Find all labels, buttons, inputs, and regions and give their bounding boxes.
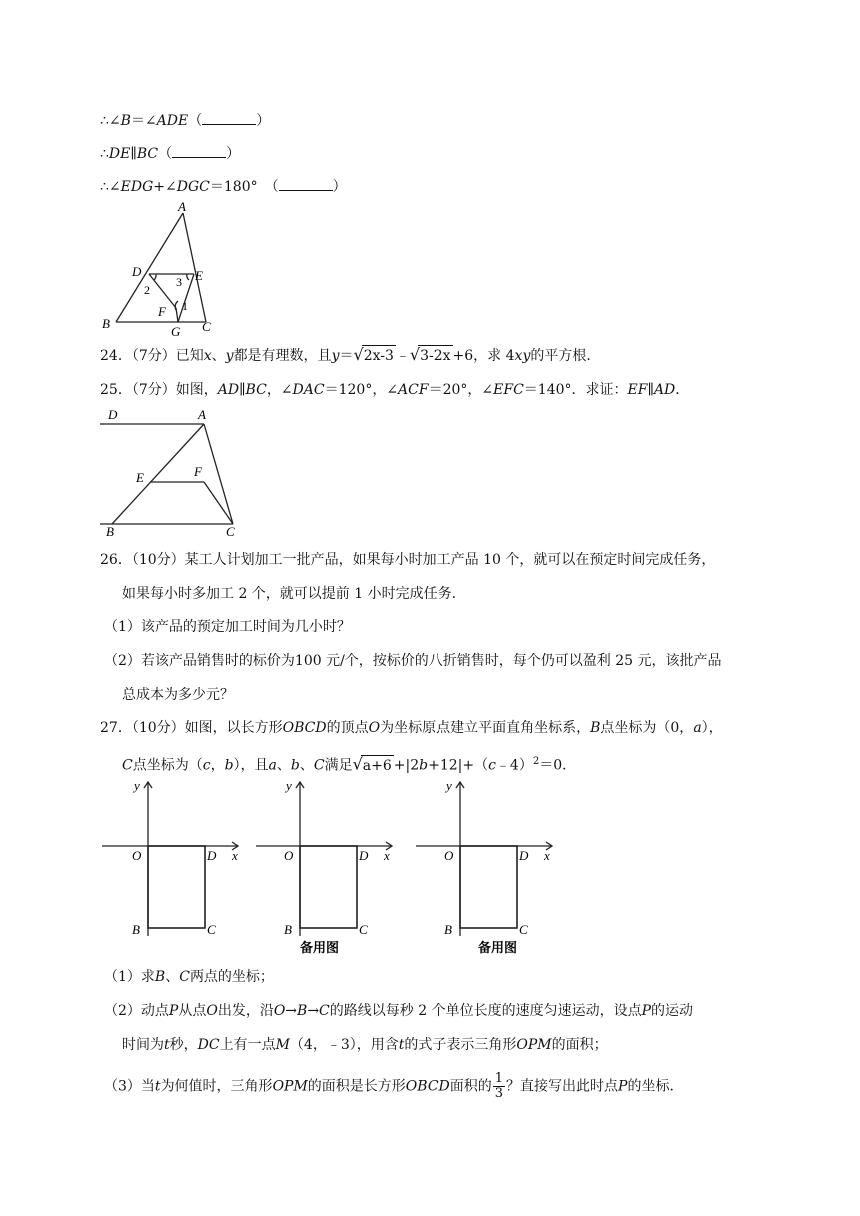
question-27-part-2: （2）动点P从点O出发，沿O→B→C的路线以每秒 2 个单位长度的速度匀速运动，设点P的运动	[104, 1003, 694, 1019]
point-D-label: D	[519, 848, 529, 863]
fig1-label-3: 3	[176, 275, 182, 289]
fig1-label-B: B	[102, 316, 110, 331]
x-axis-label: x	[544, 848, 550, 863]
question-26-line-2: 如果每小时多加工 2 个，就可以提前 1 小时完成任务．	[122, 586, 466, 602]
fig2-label-E: E	[136, 470, 144, 485]
answer-blank[interactable]	[202, 110, 256, 125]
proof-line-1: ∴∠B＝∠ADE（ ）	[100, 110, 270, 131]
question-26-line-1: 26．（10分）某工人计划加工一批产品，如果每小时加工产品 10 个，就可以在预定时间完成任务，	[100, 552, 716, 568]
y-axis-label: y	[286, 778, 292, 793]
question-27-line-2: C点坐标为（c，b），且a、b、C满足√a+6 +|2b+12|+（c﹣4）$^2$＝0．	[122, 754, 577, 774]
fig1-label-A: A	[178, 200, 186, 214]
fig1-label-C: C	[202, 319, 211, 334]
one-third-fraction: $\frac{1}{3}$	[494, 1071, 504, 1101]
fig2-label-B: B	[106, 524, 114, 539]
proof-line-3: ∴∠EDG+∠DGC＝180° （ ）	[100, 176, 347, 197]
proof-line-2: ∴DE∥BC（ ）	[100, 143, 240, 164]
question-26-part-1: （1）该产品的预定加工时间为几小时？	[104, 619, 351, 635]
coordinate-graph-main	[98, 776, 248, 951]
question-27-part-1: （1）求B、C两点的坐标；	[104, 969, 274, 985]
question-27-line-1: 27．（10分）如图，以长方形OBCD的顶点O为坐标原点建立平面直角坐标系，B点坐标为（0，a），	[100, 720, 723, 736]
spare-graph-caption: 备用图	[300, 941, 340, 956]
fig1-label-G: G	[171, 324, 181, 339]
triangle-figure-1	[98, 200, 228, 340]
question-27-part-2-cont: 时间为t秒，DC上有一点M（4，﹣3），用含t的式子表示三角形OPM的面积；	[122, 1037, 608, 1053]
question-25: 25．（7分）如图，AD∥BC，∠DAC＝120°，∠ACF＝20°，∠EFC＝140°．求证：EF∥AD．	[100, 382, 690, 398]
spare-graph-caption: 备用图	[478, 941, 518, 956]
origin-label: O	[284, 848, 294, 863]
coordinate-graph-spare-2	[412, 776, 562, 956]
y-axis-label: y	[134, 778, 140, 793]
coordinate-graph-spare-1	[252, 776, 402, 956]
fig2-label-D: D	[108, 407, 118, 422]
origin-label: O	[132, 848, 142, 863]
fig2-label-A: A	[198, 407, 206, 422]
question-27-part-3: （3）当t为何值时，三角形OPM的面积是长方形OBCD面积的 $\frac{1}{3}$ ？直接写出此时点P的坐标．	[104, 1071, 684, 1101]
fig1-label-D: D	[132, 264, 142, 279]
point-C-label: C	[519, 922, 528, 937]
point-D-label: D	[207, 848, 217, 863]
fig2-label-F: F	[194, 464, 202, 479]
origin-label: O	[444, 848, 454, 863]
fig1-label-E: E	[195, 268, 203, 283]
fig2-label-C: C	[226, 524, 235, 539]
y-axis-label: y	[446, 778, 452, 793]
question-26-part-2: （2）若该产品销售时的标价为100 元/个，按标价的八折销售时，每个仍可以盈利 25 元，该批产品	[104, 653, 722, 669]
answer-blank[interactable]	[172, 143, 226, 158]
answer-blank[interactable]	[279, 176, 333, 191]
fig1-label-1: 1	[182, 299, 188, 313]
x-axis-label: x	[232, 848, 238, 863]
fig1-label-F: F	[158, 304, 166, 319]
point-B-label: B	[284, 922, 292, 937]
question-24: 24．（7分）已知x、y都是有理数，且y＝√2x-3 ﹣√3-2x +6，求 4xy的平方根．	[100, 345, 601, 364]
fig1-label-2: 2	[144, 283, 150, 297]
point-D-label: D	[359, 848, 369, 863]
question-26-part-2-cont: 总成本为多少元？	[122, 687, 234, 703]
point-C-label: C	[359, 922, 368, 937]
parallel-lines-figure-2	[98, 402, 248, 542]
x-axis-label: x	[384, 848, 390, 863]
point-C-label: C	[207, 922, 216, 937]
point-B-label: B	[444, 922, 452, 937]
point-B-label: B	[132, 922, 140, 937]
